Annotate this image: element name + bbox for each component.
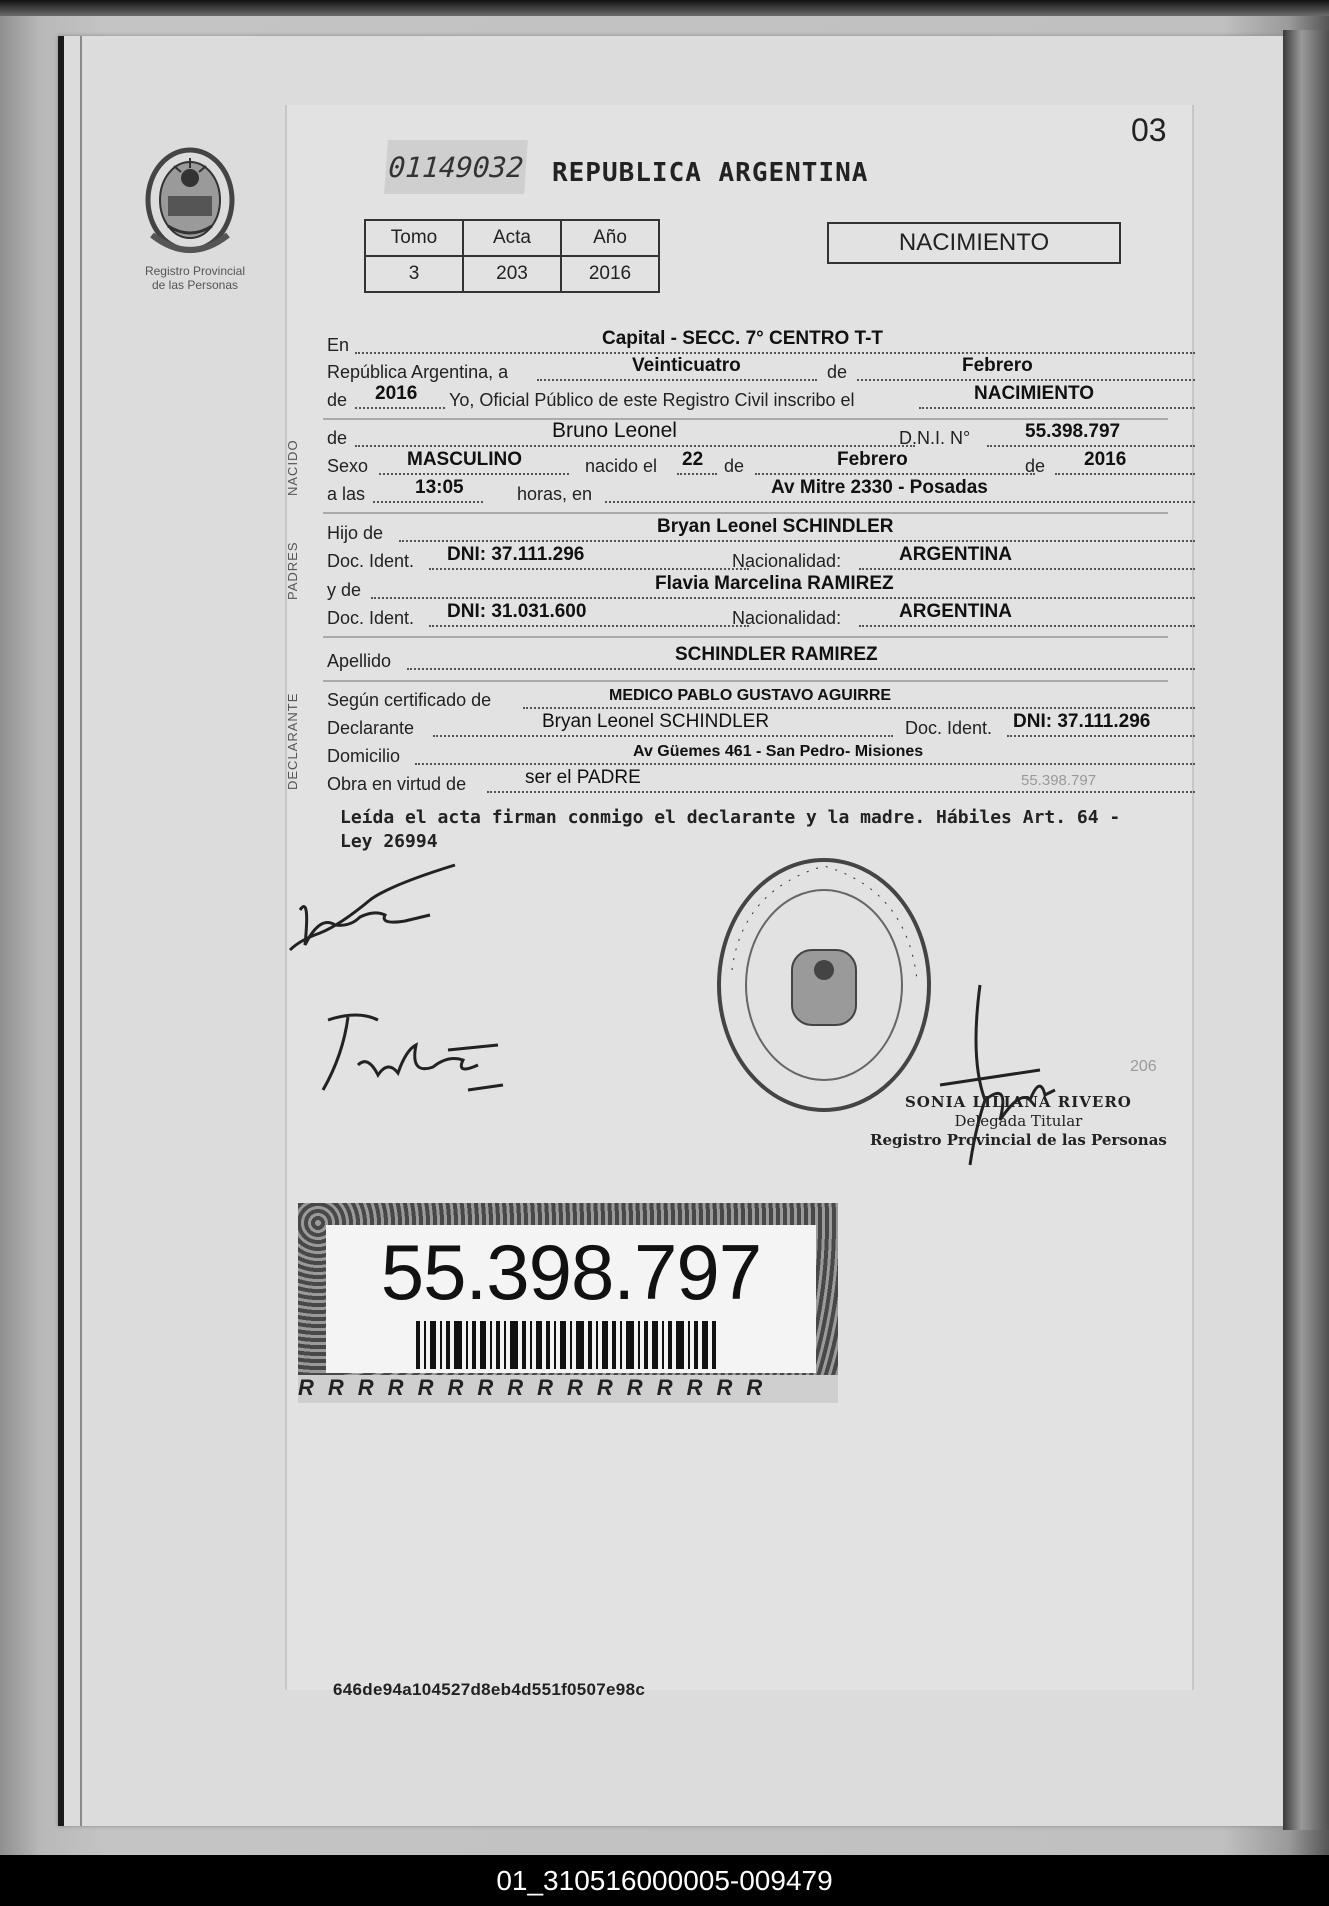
label-declarante: Declarante [327, 718, 415, 738]
barcode-pattern-letter: R [417, 1375, 448, 1400]
label-domicilio: Domicilio [327, 746, 401, 766]
barcode-bars-icon [416, 1321, 716, 1369]
faint-date: 206 [1130, 1058, 1157, 1075]
seal-caption-line1: Registro Provincial [144, 264, 246, 278]
label-apellido: Apellido [327, 651, 392, 671]
value-year: 2016 [375, 383, 418, 404]
scan-top-edge [0, 0, 1329, 16]
side-label-padres: PADRES [285, 541, 300, 600]
registry-header-acta: Acta [463, 220, 561, 256]
barcode-pattern-letter: R [686, 1375, 717, 1400]
label-alas: a las [327, 484, 366, 504]
section-divider [323, 512, 1168, 514]
value-mother-nationality: ARGENTINA [899, 601, 1012, 622]
row-inscribo [327, 385, 1167, 411]
value-father-doc: DNI: 37.111.296 [447, 544, 585, 565]
value-child-dni: 55.398.797 [1025, 421, 1121, 442]
row-time-place [327, 479, 1167, 505]
label-en: En [327, 335, 350, 355]
label-republica: República Argentina, a [327, 362, 509, 382]
row-father [327, 518, 1167, 544]
declarant-signature-icon [280, 855, 460, 970]
barcode-pattern-letter: R [537, 1375, 568, 1400]
row-domicilio [327, 741, 1167, 767]
legal-text: Leída el acta firman conmigo el declarante y la madre. Hábiles Art. 64 - Ley 26994 [340, 807, 1121, 852]
barcode-pattern-strip [298, 1375, 838, 1403]
barcode-pattern-letter: R [327, 1375, 358, 1400]
seal-caption [125, 264, 265, 292]
page-edge-shadow [1283, 30, 1329, 1830]
value-place: Capital - SECC. 7° CENTRO T-T [602, 328, 884, 349]
row-mother-doc [327, 603, 1167, 629]
label-certificate: Según certificado de [327, 690, 492, 710]
label-child: de [327, 428, 348, 448]
value-mother-name: Flavia Marcelina RAMIREZ [655, 573, 894, 594]
label-sexo: Sexo [327, 456, 369, 476]
barcode-pattern-letter: R [596, 1375, 627, 1400]
value-apellido: SCHINDLER RAMIREZ [675, 644, 878, 665]
official-role: Delegada Titular [954, 1112, 1083, 1130]
value-father-nationality: ARGENTINA [899, 544, 1012, 565]
barcode-pattern-letter: R [716, 1375, 747, 1400]
row-certificate [327, 685, 1167, 711]
barcode-number: 55.398.797 [380, 1228, 762, 1316]
row-declarante [327, 713, 1167, 739]
value-father-name: Bryan Leonel SCHINDLER [657, 516, 894, 537]
value-birth-year: 2016 [1084, 449, 1127, 470]
registry-value-acta: 203 [463, 256, 561, 292]
value-child-name: Bruno Leonel [552, 419, 677, 442]
value-birth-time: 13:05 [415, 477, 464, 498]
value-inscribo: NACIMIENTO [974, 383, 1094, 404]
official-stamp-icon [712, 850, 937, 1120]
label-declarante-doc: Doc. Ident. [905, 718, 993, 738]
row-sex-birth [327, 451, 1167, 477]
label-father-doc: Doc. Ident. [327, 551, 415, 571]
value-birth-day: 22 [682, 449, 704, 470]
registry-value-ano: 2016 [561, 256, 659, 292]
registry-header-ano: Año [561, 220, 659, 256]
label-father-nationality: Nacionalidad: [732, 551, 842, 571]
value-obra: ser el PADRE [525, 767, 641, 788]
row-place [327, 330, 1167, 356]
mother-signature-icon [298, 1005, 508, 1105]
value-domicilio: Av Güemes 461 - San Pedro- Misiones [633, 743, 924, 760]
value-declarante: Bryan Leonel SCHINDLER [542, 711, 770, 732]
value-month: Febrero [962, 355, 1033, 376]
seal-caption-line2: de las Personas [151, 278, 239, 292]
barcode-pattern-letter: R [507, 1375, 538, 1400]
row-apellido [327, 646, 1167, 672]
label-mother-nationality: Nacionalidad: [732, 608, 842, 628]
row-child [327, 419, 1167, 449]
official-block [870, 1093, 1167, 1150]
label-de-birth-year: de [1025, 456, 1046, 476]
country-title: REPUBLICA ARGENTINA [552, 158, 869, 188]
value-declarante-doc: DNI: 37.111.296 [1013, 711, 1151, 732]
barcode-pattern-letter: R [567, 1375, 597, 1400]
record-type-box: NACIMIENTO [827, 222, 1121, 264]
serial-number: 01149032 [384, 140, 528, 194]
label-hijo: Hijo de [327, 523, 384, 543]
barcode-pattern-letter: R [357, 1375, 388, 1400]
side-label-declarante: DECLARANTE [285, 692, 300, 790]
barcode-pattern-letter: R [477, 1375, 508, 1400]
label-inscribo: Yo, Oficial Público de este Registro Civil inscribo el [449, 390, 855, 410]
row-date [327, 357, 1167, 383]
row-father-doc [327, 546, 1167, 572]
value-certificate: MEDICO PABLO GUSTAVO AGUIRRE [609, 687, 892, 704]
section-divider [323, 418, 1168, 420]
value-birth-place: Av Mitre 2330 - Posadas [771, 477, 988, 498]
label-de-birth-month: de [724, 456, 745, 476]
barcode-sticker [298, 1203, 838, 1403]
barcode-pattern-letter: R [447, 1375, 478, 1400]
value-obra-faint: 55.398.797 [1021, 772, 1097, 789]
section-divider [323, 680, 1168, 682]
value-birth-month: Febrero [837, 449, 908, 470]
barcode-pattern-letter: R [298, 1375, 328, 1400]
document-hash: 646de94a104527d8eb4d551f0507e98c [333, 1680, 646, 1699]
label-year-prefix: de [327, 390, 348, 410]
registry-value-tomo: 3 [365, 256, 463, 292]
barcode-pattern-letter: R [387, 1375, 418, 1400]
official-name: SONIA LILIANA RIVERO [904, 1093, 1132, 1111]
label-de-month: de [827, 362, 848, 382]
label-nacido: nacido el [585, 456, 658, 476]
barcode-pattern-letter: R [626, 1375, 657, 1400]
label-yde: y de [327, 580, 362, 600]
registry-header-tomo: Tomo [365, 220, 463, 256]
margin-rule [80, 36, 82, 1826]
value-day-words: Veinticuatro [632, 355, 741, 376]
value-mother-doc: DNI: 31.031.600 [447, 601, 587, 622]
official-office: Registro Provincial de las Personas [870, 1131, 1167, 1149]
file-id: 01_310516000005-009479 [496, 1864, 833, 1896]
binding-margin [58, 36, 64, 1826]
official-signature-icon [930, 980, 1120, 1180]
label-mother-doc: Doc. Ident. [327, 608, 415, 628]
barcode-pattern-letter: R [746, 1375, 777, 1400]
label-horas: horas, en [517, 484, 593, 504]
barcode-pattern-letter: R [656, 1375, 687, 1400]
file-id-bar [0, 1855, 1329, 1906]
registry-table [364, 219, 660, 293]
row-mother [327, 575, 1167, 601]
label-obra: Obra en virtud de [327, 774, 467, 794]
section-divider [323, 636, 1168, 638]
label-dni: D.N.I. N° [899, 428, 971, 448]
value-sexo: MASCULINO [407, 449, 523, 470]
side-label-nacido: NACIDO [285, 439, 300, 496]
row-obra [327, 769, 1167, 795]
page-number: 03 [1131, 112, 1167, 148]
